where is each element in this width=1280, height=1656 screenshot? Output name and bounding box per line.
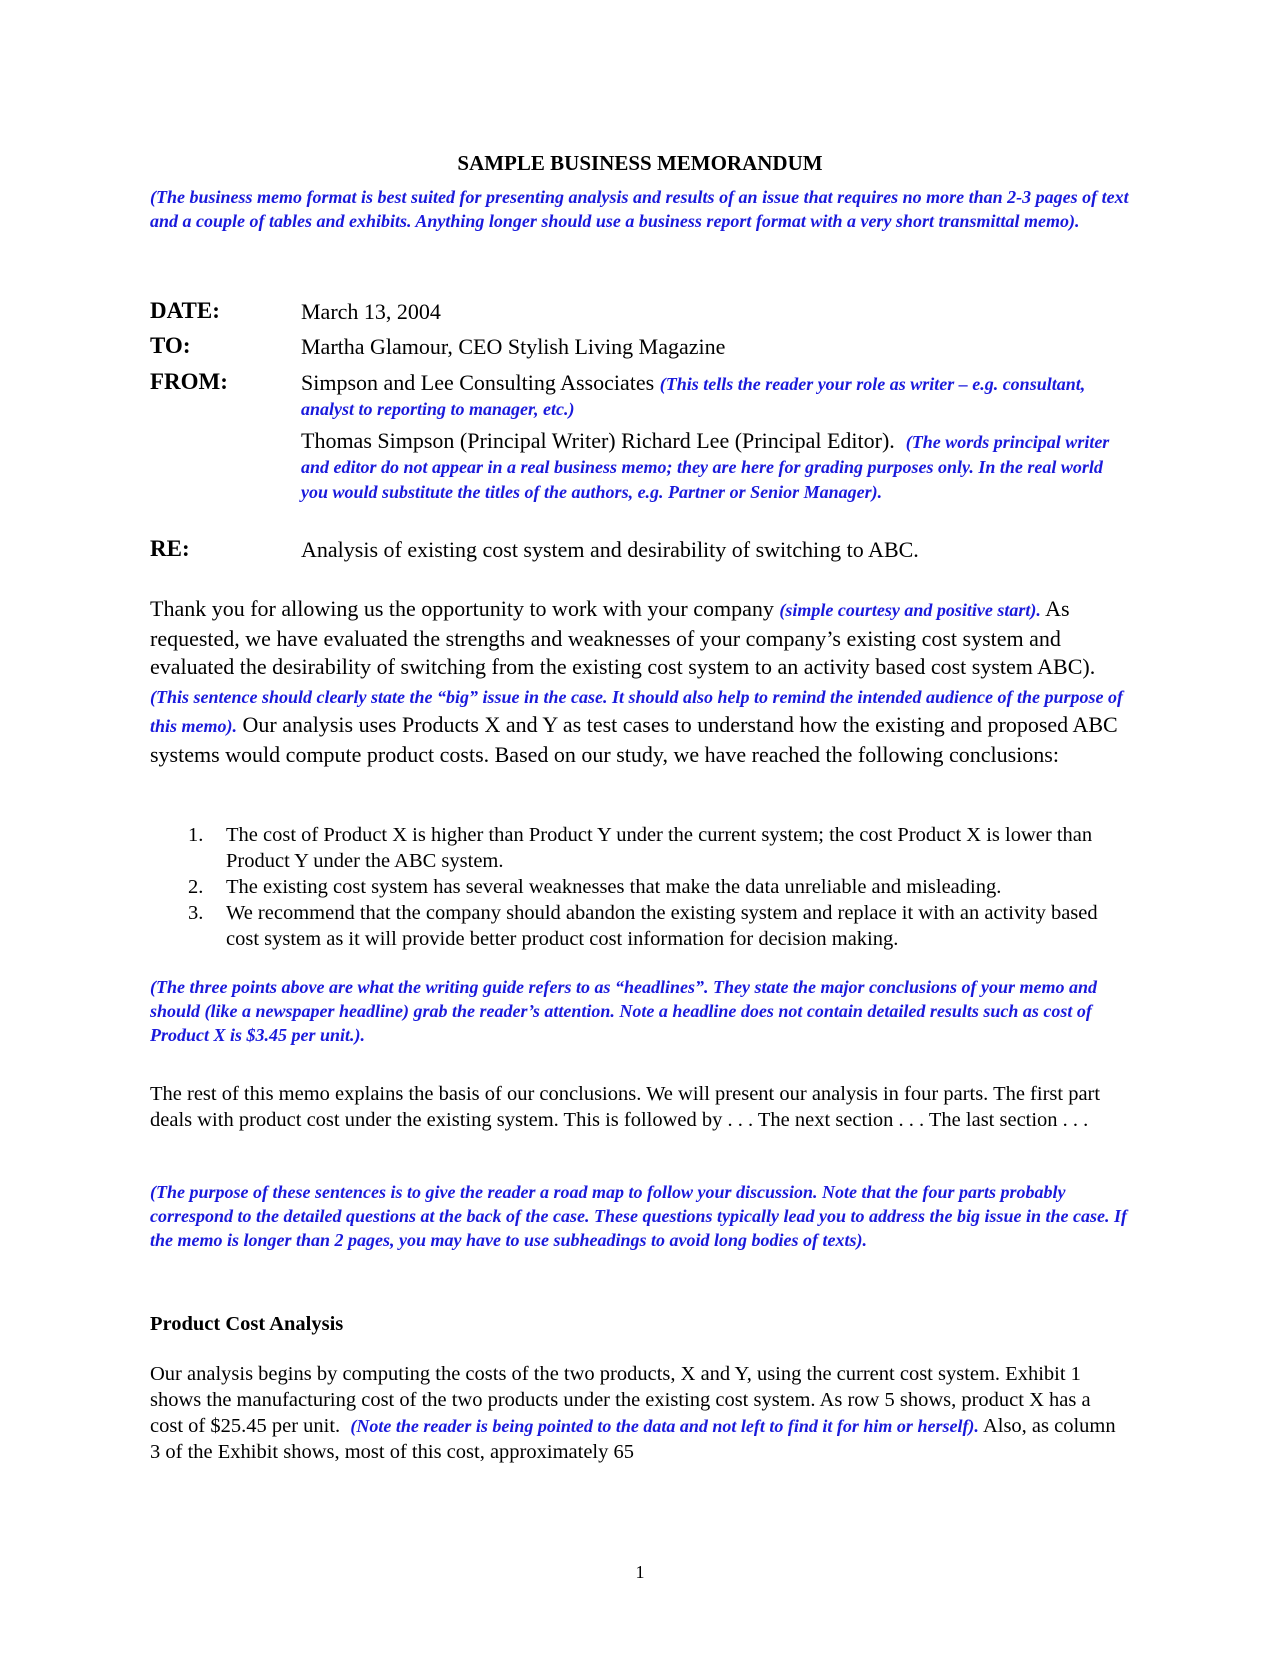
analysis-note: (Note the reader is being pointed to the data and not left to find it for him or herself). <box>350 1416 979 1436</box>
re-value: Analysis of existing cost system and desirability of switching to ABC. <box>301 537 919 562</box>
conclusions-list <box>150 822 1128 952</box>
list-number: 2. <box>188 876 204 898</box>
roadmap-note: (The purpose of these sentences is to give the reader a road map to follow your discussion. Note that the four parts probably correspond to the detailed questions at the back of the case. These questions typically lead you to address the big issue in the case. If the memo is longer than 2 pages, you may have to use subheadings to avoid long bodies of texts). <box>150 1182 1127 1250</box>
list-number: 1. <box>188 824 204 846</box>
authors <box>301 429 1131 504</box>
headlines-note: (The three points above are what the writing guide refers to as “headlines”. They state the major conclusions of your memo and should (like a newspaper headline) grab the reader’s attention. Note a headline does not contain detailed results such as cost of Product X is $3.45 per unit.). <box>150 977 1098 1045</box>
analysis-text-1: Our analysis begins by computing the costs of the two products, X and Y, using the current cost system. Exhibit 1 shows the manufacturing cost of the two products under the existing cost system. As row 5 shows, product X has a cost of $25.45 per unit. <box>150 1363 1091 1437</box>
authors-text: Thomas Simpson (Principal Writer) Richard Lee (Principal Editor). <box>301 428 895 453</box>
re-label: RE: <box>150 536 190 561</box>
from-note: (This tells the reader your role as writer – e.g. consultant, analyst to reporting to manager, etc.) <box>301 374 1086 419</box>
from-label: FROM: <box>150 369 228 394</box>
opening-text-2: As requested, we have evaluated the strengths and weaknesses of your company’s existing cost system and evaluated the desirability of switching from the existing cost system to an activity based cost system ABC). <box>150 596 1096 679</box>
list-item <box>150 874 1128 900</box>
opening-paragraph <box>150 595 1128 769</box>
document-title: SAMPLE BUSINESS MEMORANDUM <box>457 151 823 175</box>
list-text: The existing cost system has several weaknesses that make the data unreliable and misleading. <box>226 876 1002 898</box>
date-value: March 13, 2004 <box>301 299 441 324</box>
analysis-paragraph <box>150 1361 1128 1465</box>
list-number: 3. <box>188 902 204 924</box>
list-item <box>150 822 1128 874</box>
opening-text-1: Thank you for allowing us the opportunity to work with your company <box>150 596 774 621</box>
page-number: 1 <box>635 1562 645 1582</box>
list-text: We recommend that the company should abandon the existing system and replace it with an activity based cost system as it will provide better product cost information for decision making. <box>226 902 1098 950</box>
section-heading: Product Cost Analysis <box>150 1313 344 1335</box>
date-label: DATE: <box>150 298 220 323</box>
intro-note: (The business memo format is best suited for presenting analysis and results of an issue that requires no more than 2-3 pages of text and a couple of tables and exhibits. Anything longer should use a business report format with a very short transmittal memo). <box>150 187 1129 231</box>
to-value: Martha Glamour, CEO Stylish Living Magazine <box>301 334 726 359</box>
to-label: TO: <box>150 333 191 358</box>
from-value <box>301 371 1131 421</box>
from-name: Simpson and Lee Consulting Associates <box>301 370 655 395</box>
roadmap-paragraph: The rest of this memo explains the basis of our conclusions. We will present our analysis in four parts. The first part deals with product cost under the existing system. This is followed by . . . The next section . . . The last section . . . <box>150 1083 1101 1131</box>
opening-text-3: Our analysis uses Products X and Y as test cases to understand how the existing and proposed ABC systems would compute product costs. Based on our study, we have reached the following conclusions: <box>150 712 1118 767</box>
analysis-text-2: Also, as column 3 of the Exhibit shows, most of this cost, approximately 65 <box>150 1415 1116 1463</box>
list-item <box>150 900 1128 952</box>
authors-note: (The words principal writer and editor do not appear in a real business memo; they are here for grading purposes only. In the real world you would substitute the titles of the authors, e.g. Partner or Senior Manager). <box>301 432 1110 502</box>
opening-note-2: (This sentence should clearly state the “big” issue in the case. It should also help to remind the intended audience of the purpose of this memo). <box>150 686 1124 736</box>
opening-note-1: (simple courtesy and positive start). <box>779 600 1041 620</box>
list-text: The cost of Product X is higher than Product Y under the current system; the cost Product X is lower than Product Y under the ABC system. <box>226 824 1093 872</box>
